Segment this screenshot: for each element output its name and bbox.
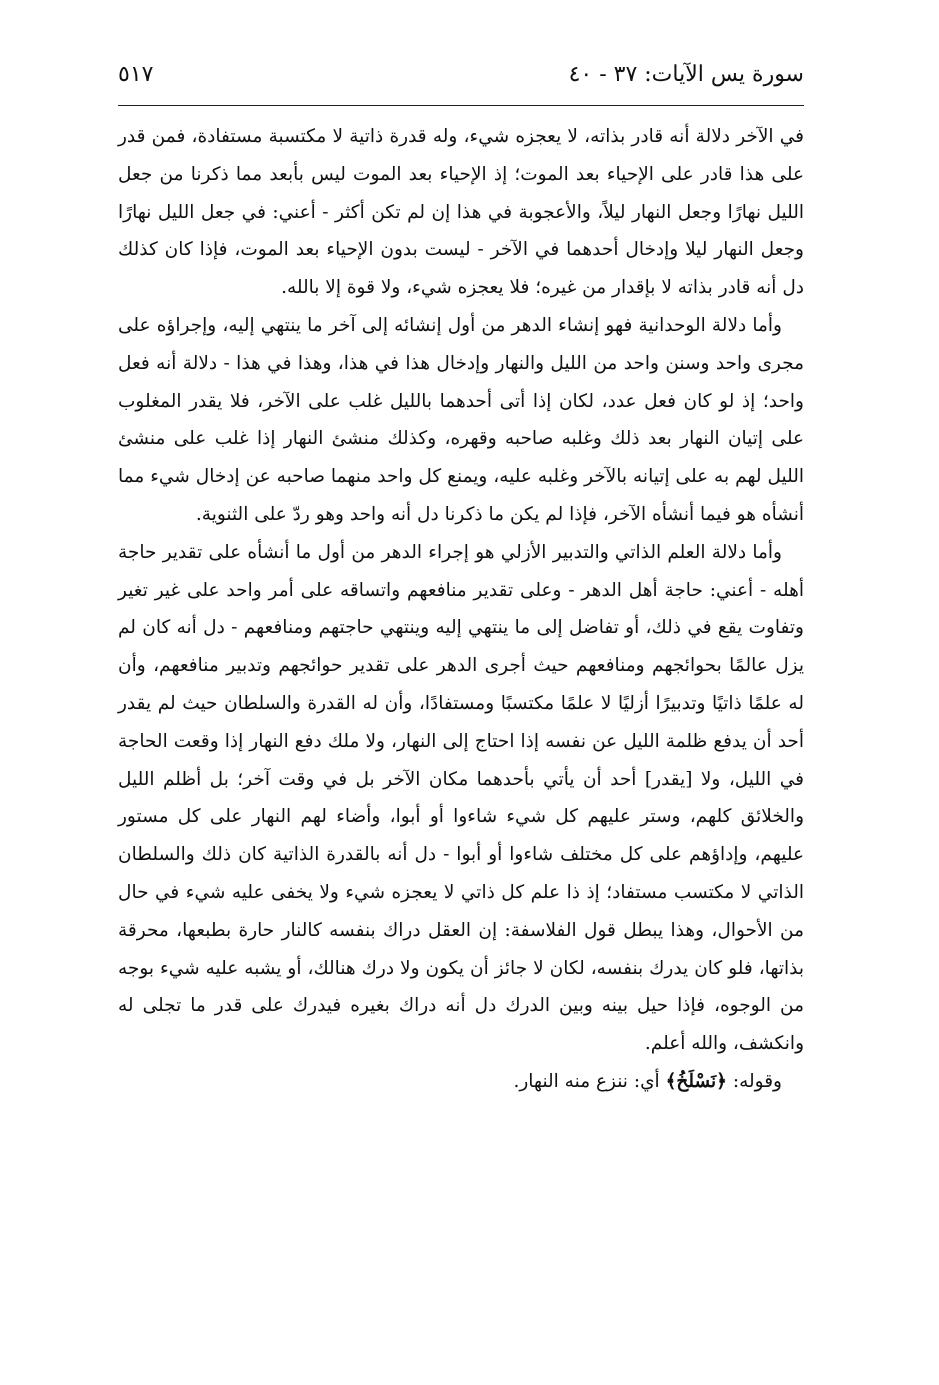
paragraph-1: في الآخر دلالة أنه قادر بذاته، لا يعجزه شيء، وله قدرة ذاتية لا مكتسبة مستفادة، فمن قدر على هذا قادر على الإحياء بعد الموت؛ إذ الإحياء بعد الموت ليس بأبعد مما ذكرنا من جعل الليل نهارًا وجعل النهار ليلاً، والأعجوبة في هذا إن لم تكن أكثر - أعني: في جعل الليل نهارًا وجعل النهار ليلا وإدخال أحدهما في الآخر - ليست بدون الإحياء بعد الموت، فإذا كان كذلك دل أنه قادر بذاته لا بإقدار من غيره؛ فلا يعجزه شيء، ولا قوة إلا بالله. [118, 126, 804, 299]
body-text [118, 118, 804, 1101]
header-divider [118, 105, 804, 106]
paragraph-4 [118, 1063, 804, 1101]
page-number: ٥١٧ [118, 62, 154, 87]
page-header [118, 58, 804, 98]
paragraph-4-intro: وقوله: [726, 1070, 782, 1092]
paragraph-4-rest: أي: ننزع منه النهار. [513, 1070, 666, 1092]
paragraph-3: وأما دلالة العلم الذاتي والتدبير الأزلي هو إجراء الدهر من أول ما أنشأه على تقدير حاجة أهله - أعني: حاجة أهل الدهر - وعلى تقدير منافعهم واتساقه على أمر واحد على غير تغير وتفاوت يقع في ذلك، أو تفاضل إلى ما ينتهي إليه وينتهي حاجتهم ومنافعهم - دل أنه كان لم يزل عالمًا بحوائجهم ومنافعهم حيث أجرى الدهر على تقدير حوائجهم وتدبير منافعهم، وأن له علمًا ذاتيًا وتدبيرًا أزليًا لا علمًا مكتسبًا ومستفادًا، وأن له القدرة والسلطان حيث لم يقدر أحد أن يدفع ظلمة الليل عن نفسه إذا احتاج إلى النهار، ولا ملك دفع النهار إذا وقعت الحاجة في الليل، ولا [يقدر] أحد أن يأتي بأحدهما مكان الآخر بل في وقت آخر؛ بل أظلم الليل والخلائق كلهم، وستر عليهم كل شيء شاءوا أو أبوا، وأضاء لهم النهار على كل مستور عليهم، وإداؤهم على كل مختلف شاءوا أو أبوا - دل أنه بالقدرة الذاتية كان ذلك والسلطان الذاتي لا مكتسب مستفاد؛ إذ ذا علم كل ذاتي لا يعجزه شيء ولا يخفى عليه شيء في حال من الأحوال، وهذا يبطل قول الفلاسفة: إن العقل دراك بنفسه كالنار حارة بطبعها، محرقة بذاتها، فلو كان يدرك بنفسه، لكان لا جائز أن يكون ولا درك هنالك، أو يشبه عليه شيء بوجه من الوجوه، فإذا حيل بينه وبين الدرك دل أنه دراك بغيره فيدرك على قدر ما تجلى له وانكشف، والله أعلم. [118, 541, 804, 1055]
paragraph-2: وأما دلالة الوحدانية فهو إنشاء الدهر من أول إنشائه إلى آخر ما ينتهي إليه، وإجراؤه على مجرى واحد وسنن واحد من الليل والنهار وإدخال هذا في هذا، وهذا في هذا - دلالة أنه فعل واحد؛ إذ لو كان فعل عدد، لكان إذا أتى أحدهما بالليل غلب على الآخر، فلا يقدر المغلوب على إتيان النهار بعد ذلك وغلبه صاحبه وقهره، وكذلك منشئ النهار إذا غلب على منشئ الليل لهم به على إتيانه بالآخر وغلبه عليه، ويمنع كل واحد منهما صاحبه عن إدخال شيء مما أنشأه هو فيما أنشأه الآخر، فإذا لم يكن ما ذكرنا دل أنه واحد وهو ردّ على الثنوية. [118, 314, 804, 525]
quran-quote: ﴿نَسْلَخُ﴾ [665, 1070, 727, 1092]
running-header-title: سورة يس الآيات: ٣٧ - ٤٠ [568, 62, 804, 87]
